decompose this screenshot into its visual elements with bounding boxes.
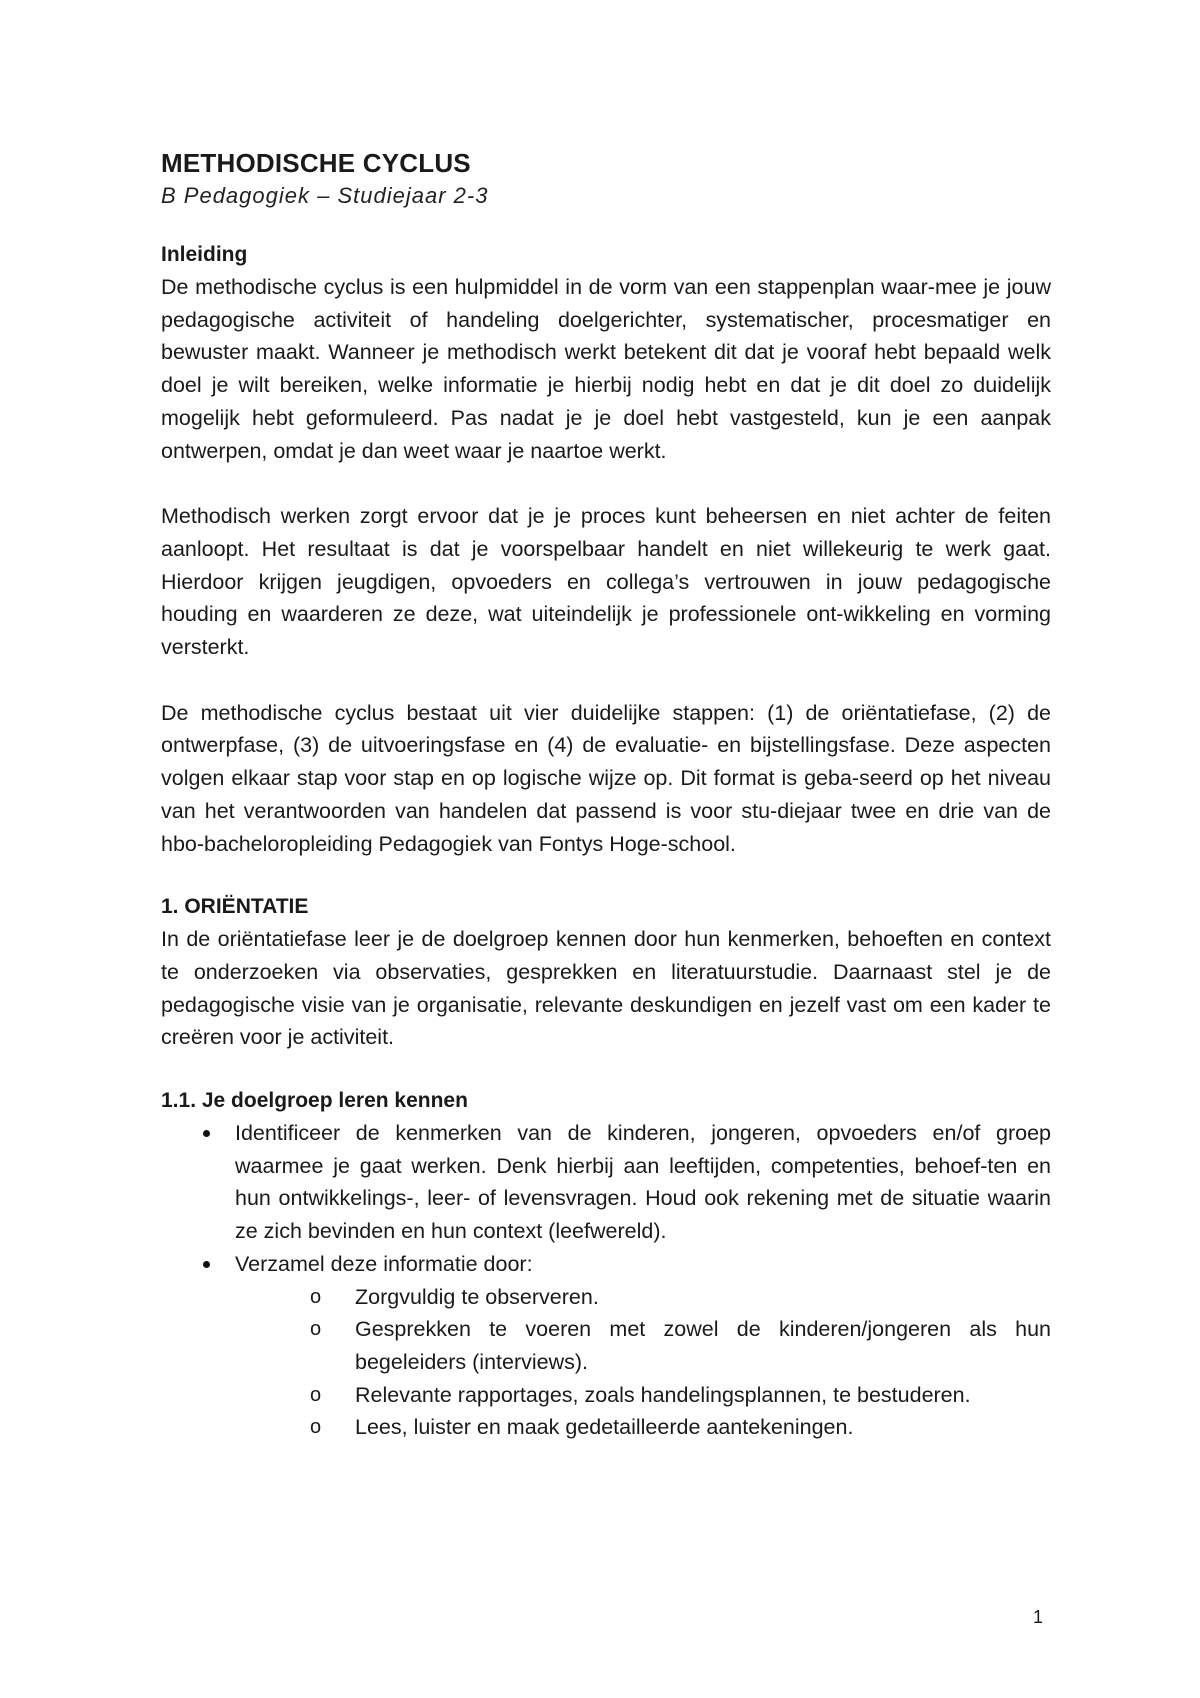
spacer — [161, 467, 1051, 500]
bullet-list — [161, 1117, 1051, 1444]
spacer — [161, 212, 1051, 238]
sub-bullet-list — [235, 1281, 1051, 1445]
bullet-item-text: Verzamel deze informatie door: — [235, 1251, 533, 1276]
spacer — [161, 664, 1051, 697]
bullet-item: Identificeer de kenmerken van de kinderen, jongeren, opvoeders en/of groep waarmee je gaat werken. Denk hierbij aan leeftijden, competenties, behoef-ten en hun ontwikkelings-, leer- of levensvragen. Houd ook rekening met de situatie waarin ze zich bevinden en hun context (leefwereld). — [161, 1117, 1051, 1248]
sub-bullet-item: o Lees, luister en maak gedetailleerde aantekeningen. — [235, 1411, 1051, 1444]
document-title: METHODISCHE CYCLUS — [161, 148, 471, 178]
section-1-1-heading: 1.1. Je doelgroep leren kennen — [161, 1089, 468, 1113]
intro-heading: Inleiding — [161, 243, 248, 266]
spacer — [161, 860, 1051, 890]
spacer — [161, 1054, 1051, 1084]
document-page — [161, 146, 1051, 1444]
bullet-item — [161, 1248, 1051, 1444]
sub-bullet-item: o Zorgvuldig te observeren. — [235, 1281, 1051, 1314]
intro-paragraph-1: De methodische cyclus is een hulpmiddel in de vorm van een stappenplan waar-mee je jouw pedagogische activiteit of handeling doelgerichter, systematischer, procesmatiger en bewuster maakt. Wanneer je methodisch werkt betekent dit dat je vooraf hebt bepaald welk doel je wilt bereiken, welke informatie je hierbij nodig hebt en dat je dit doel zo duidelijk mogelijk hebt geformuleerd. Pas nadat je je doel hebt vastgesteld, kun je een aanpak ontwerpen, omdat je dan weet waar je naartoe werkt. — [161, 275, 1051, 463]
page-number: 1 — [1033, 1607, 1044, 1627]
intro-paragraph-2: Methodisch werken zorgt ervoor dat je je proces kunt beheersen en niet achter de feiten aanloopt. Het resultaat is dat je voorspelbaar handelt en niet willekeurig te werk gaat. Hierdoor krijgen jeugdigen, opvoeders en collega’s vertrouwen in jouw pedagogische houding en waarderen ze deze, wat uiteindelijk je professionele ont-wikkeling en vorming versterkt. — [161, 504, 1051, 660]
document-subtitle: B Pedagogiek – Studiejaar 2-3 — [161, 183, 489, 208]
section-1-paragraph: In de oriëntatiefase leer je de doelgroep kennen door hun kenmerken, behoeften en context te onderzoeken via observaties, gesprekken en literatuurstudie. Daarnaast stel je de pedagogische visie van je organisatie, relevante deskundigen en jezelf vast om een kader te creëren voor je activiteit. — [161, 927, 1051, 1050]
section-1-heading: 1. ORIËNTATIE — [161, 895, 309, 919]
sub-bullet-item: o Gesprekken te voeren met zowel de kinderen/jongeren als hun begeleiders (interviews). — [235, 1313, 1051, 1378]
intro-paragraph-3: De methodische cyclus bestaat uit vier duidelijke stappen: (1) de oriëntatiefase, (2) de ontwerpfase, (3) de uitvoeringsfase en (4) de evaluatie- en bijstellingsfase. Deze aspecten volgen elkaar stap voor stap en op logische wijze op. Dit format is geba-seerd op het niveau van het verantwoorden van handelen dat passend is voor stu-diejaar twee en drie van de hbo-bacheloropleiding Pedagogiek van Fontys Hoge-school. — [161, 700, 1051, 856]
sub-bullet-item: o Relevante rapportages, zoals handelingsplannen, te bestuderen. — [235, 1379, 1051, 1412]
